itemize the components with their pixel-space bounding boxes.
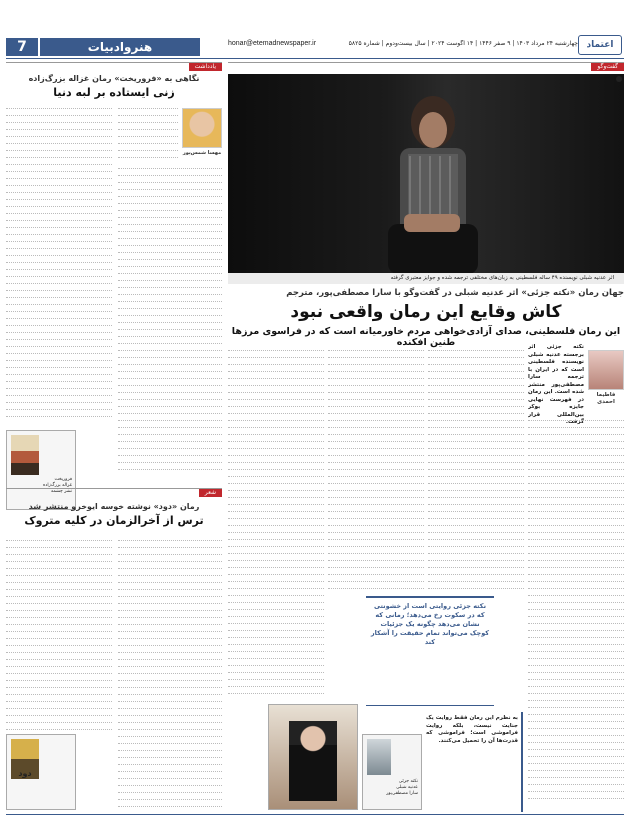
- left2-book-cover: دود: [11, 739, 39, 779]
- left-author-photo: [182, 108, 222, 148]
- left2-article-body: [6, 534, 222, 814]
- main-photo: [228, 74, 624, 284]
- body-column-3: [328, 344, 424, 594]
- left2-body-column-1: [118, 534, 222, 814]
- newspaper-logo: اعتماد: [578, 35, 622, 55]
- left2-book-card: [6, 734, 76, 810]
- left-category-tag: یادداشت: [189, 63, 222, 71]
- left-article-headline: زنی ایستاده بر لبه دنیا: [53, 86, 175, 99]
- left-body-column-1: [118, 102, 222, 482]
- article-kicker: جهان رمان «نکته جزئی» اثر عدنیه شبلی در گفت‌وگو با سارا مصطفی‌پور، مترجم: [286, 288, 624, 298]
- header-divider: [6, 58, 624, 59]
- footer-divider: [6, 814, 624, 815]
- left2-body-column-2: [6, 534, 112, 730]
- book-cover: [367, 739, 391, 775]
- book-translator: سارا مصطفی‌پور: [386, 791, 418, 796]
- main-tag-bar: [228, 62, 624, 71]
- camera-icon: [616, 76, 622, 82]
- left-author-name: مهسا شمس‌پور: [182, 150, 222, 156]
- left-body-text-intro: [118, 102, 178, 158]
- left-book-publisher: نشر چشمه: [51, 489, 72, 494]
- author-name: فاطیما احمدی: [596, 392, 616, 405]
- left-body-column-2: [6, 102, 112, 422]
- book-author: عدنیه شبلی: [396, 785, 418, 790]
- left2-tag-bar: [6, 488, 222, 497]
- left-article-kicker: نگاهی به «فروریخت» رمان غزاله بزرگ‌زاده: [28, 74, 200, 83]
- left-book-card: [6, 430, 76, 510]
- left-column: [6, 62, 222, 814]
- author-photo: [588, 350, 624, 390]
- book-info: [366, 779, 418, 797]
- section-email: honar@etemadnewspaper.ir: [228, 40, 317, 47]
- book-card: [362, 734, 422, 810]
- left2-article-kicker: رمان «دود» نوشته خوسه ایوخرو منتشر شد: [28, 502, 200, 511]
- dateline: چهارشنبه ۲۴ مرداد ۱۴۰۳ | ۹ صفر ۱۴۴۶ | ۱۴ آگوست ۲۰۲۴ | سال بیست‌ودوم | شماره ۵۸۲۵: [348, 40, 578, 47]
- translator-portrait: [289, 721, 337, 801]
- left-body-text-1: [118, 162, 222, 470]
- section-title: هنروادبیات: [40, 38, 200, 56]
- main-category-tag: گفت‌وگو: [591, 63, 624, 71]
- article-subhead: این رمان فلسطینی، صدای آزادی‌خواهی مردم خاورمیانه است که در فراسوی مرزها طنین افکنده: [231, 326, 621, 348]
- left2-category-tag: شعر: [199, 489, 222, 497]
- book-title: نکته جزئی: [398, 779, 418, 784]
- quote-box: به نظرم این رمان فقط روایت یک جنایت نیست، بلکه روایت فراموشی است؛ فراموشی که قدرت‌ها آن را تحمیل می‌کنند.: [423, 712, 523, 812]
- page-header: [0, 0, 630, 56]
- left-book-author: غزاله بزرگ‌زاده: [42, 483, 72, 488]
- photo-caption: اثر عدنیه شبلی نویسنده ۴۹ ساله فلسطینی به زبان‌های مختلفی ترجمه شده و جوایز معتبری گرفته: [228, 273, 624, 284]
- page-number: 7: [6, 38, 38, 56]
- body-text-1: [528, 414, 624, 799]
- left-tag-bar: [6, 62, 222, 71]
- left-book-title: فروریخت: [54, 477, 72, 482]
- main-article: [228, 62, 624, 814]
- article-lead: نکته جزئی اثر برجسته عدنیه شبلی نویسنده فلسطینی است که در ایران با ترجمه سارا مصطفی‌پور منتشر شده است. این رمان در فهرست نهایی جایزه بوکر بین‌المللی قرار گرفت.: [528, 344, 584, 425]
- left-book-cover: [11, 435, 39, 475]
- left2-article-headline: ترس از آخرالزمان در کلیه متروک: [24, 514, 204, 527]
- body-column-1: [528, 344, 624, 814]
- translator-photo: [268, 704, 358, 810]
- article-body: [228, 344, 624, 814]
- pull-quote: نکته جزئی روایتی است از خشونتی که در سکوت رخ می‌دهد؛ رمانی که نشان می‌دهد چگونه یک جزئیات کوچک می‌تواند تمام حقیقت را آشکار کند: [366, 596, 494, 706]
- portrait-photo-art: [228, 74, 624, 284]
- article-headline: کاش وقایع این رمان واقعی نبود: [290, 302, 562, 322]
- body-column-4: [228, 344, 324, 704]
